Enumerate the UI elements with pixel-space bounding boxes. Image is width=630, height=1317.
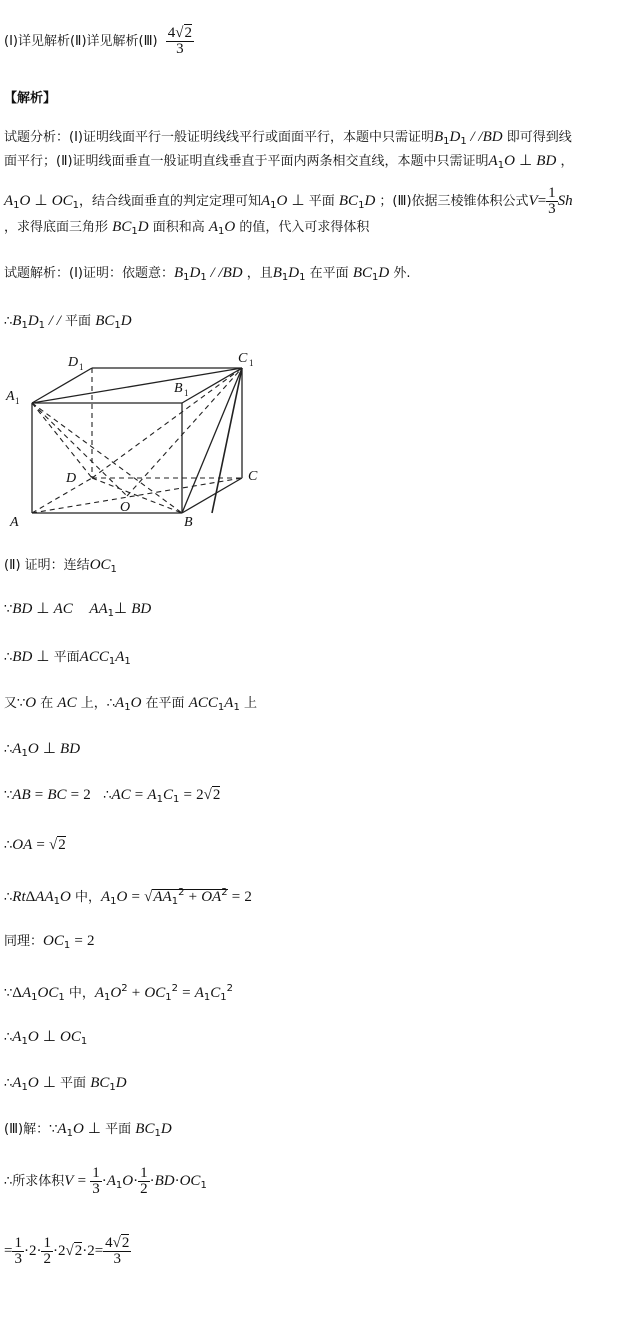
label-B1: B (174, 381, 183, 396)
solution-line-8: ∵AB = BC = 2 ∴AC = $A_1C_1 = 2√2$ (4, 787, 221, 805)
svg-text:1: 1 (249, 358, 254, 368)
label-A1: A (6, 389, 15, 404)
solution-line-2: $\therefore B_1D_1$ / / 平面 $BC_1D$ (4, 313, 132, 331)
svg-text:1: 1 (184, 388, 189, 398)
label-D: D (66, 471, 77, 486)
solution-line-4: ∵BD ⊥ AC $AA_1\perp$ BD (4, 601, 152, 619)
solution-line-15: (Ⅲ)解：$\because A_1O$ ⊥ 平面 $BC_1D$ (4, 1121, 172, 1139)
solution-line-9: ∴OA = √2 (4, 837, 66, 853)
answer-text: (Ⅰ)详见解析(Ⅱ)详见解析(Ⅲ) (4, 34, 158, 49)
label-C1: C (238, 351, 248, 366)
solution-line-5: ∴BD ⊥ 平面$ACC_1A_1$ (4, 649, 131, 667)
analysis-line-1: 试题分析：(Ⅰ)证明线面平行一般证明线线平行或面面平行，本题中只需证明$B_1D_1 / /BD$ 即可得到线 (4, 129, 572, 147)
label-B: B (184, 515, 193, 530)
solution-line-11: 同理：$OC_1 = 2$ (4, 933, 95, 951)
svg-text:1: 1 (15, 396, 20, 406)
svg-text:1: 1 (79, 362, 84, 372)
label-C: C (248, 469, 258, 484)
solution-line-16: ∴所求体积V = $\frac{1}{3}$ $\cdot A_1O\cdot$ $\frac{1}{2}$ $\cdot BD\cdot OC_1$ (4, 1165, 207, 1197)
label-O: O (120, 500, 131, 515)
label-A: A (10, 515, 19, 530)
solution-line-7: $\therefore A_1O$ ⊥ BD (4, 741, 81, 759)
answer-line (4, 26, 194, 57)
solution-line-10: ∴RtΔAA$_1$O 中，$A_1O = √AA_1^2 + OA^2 = 2$ (4, 887, 252, 907)
solution-line-1: 试题解析：(Ⅰ)证明：依题意：$B_1D_1 / /BD$ ，且$B_1D_1$ 在平面 $BC_1D$ 外. (4, 265, 411, 283)
solution-line-12: $\because\Delta A_1OC_1$ 中，$A_1O^2 + OC_1^2 = A_1C_1^2$ (4, 983, 234, 1003)
solution-line-6: 又∵O 在 AC 上，$\therefore A_1O$ 在平面 $ACC_1A_1$ 上 (4, 695, 257, 713)
prism-figure (2, 348, 272, 533)
solution-line-3: (Ⅱ) 证明：连结$OC_1$ (4, 557, 117, 575)
answer-fraction: $\frac{4√2}{3}$ (167, 25, 193, 57)
analysis-line-3: $A_1O$ ⊥ $OC_1$，结合线面垂直的判定定理可知$A_1O$ ⊥ 平面 $BC_1D$ ；(Ⅲ)依据三棱锥体积公式V= $\frac{1}{3}$ Sh (4, 185, 573, 217)
analysis-line-4: ，求得底面三角形 $BC_1D$ 面积和高 $A_1O$ 的值，代入可求得体积 (4, 219, 370, 237)
solution-line-17: = $\frac{1}{3}$ ·2· $\frac{1}{2}$ ·2√2·2= $\frac{4√2}{3}$ (4, 1235, 130, 1267)
solution-line-14: $\therefore A_1O$ ⊥ 平面 $BC_1D$ (4, 1075, 127, 1093)
solution-line-13: $\therefore A_1O$ ⊥ $OC_1$ (4, 1029, 88, 1047)
section-heading: 【解析】 (4, 91, 57, 106)
analysis-line-2: 面平行；(Ⅱ)证明线面垂直一般证明直线垂直于平面内两条相交直线，本题中只需证明$A_1O$ ⊥ BD ， (4, 153, 574, 171)
label-D1: D (68, 355, 79, 370)
